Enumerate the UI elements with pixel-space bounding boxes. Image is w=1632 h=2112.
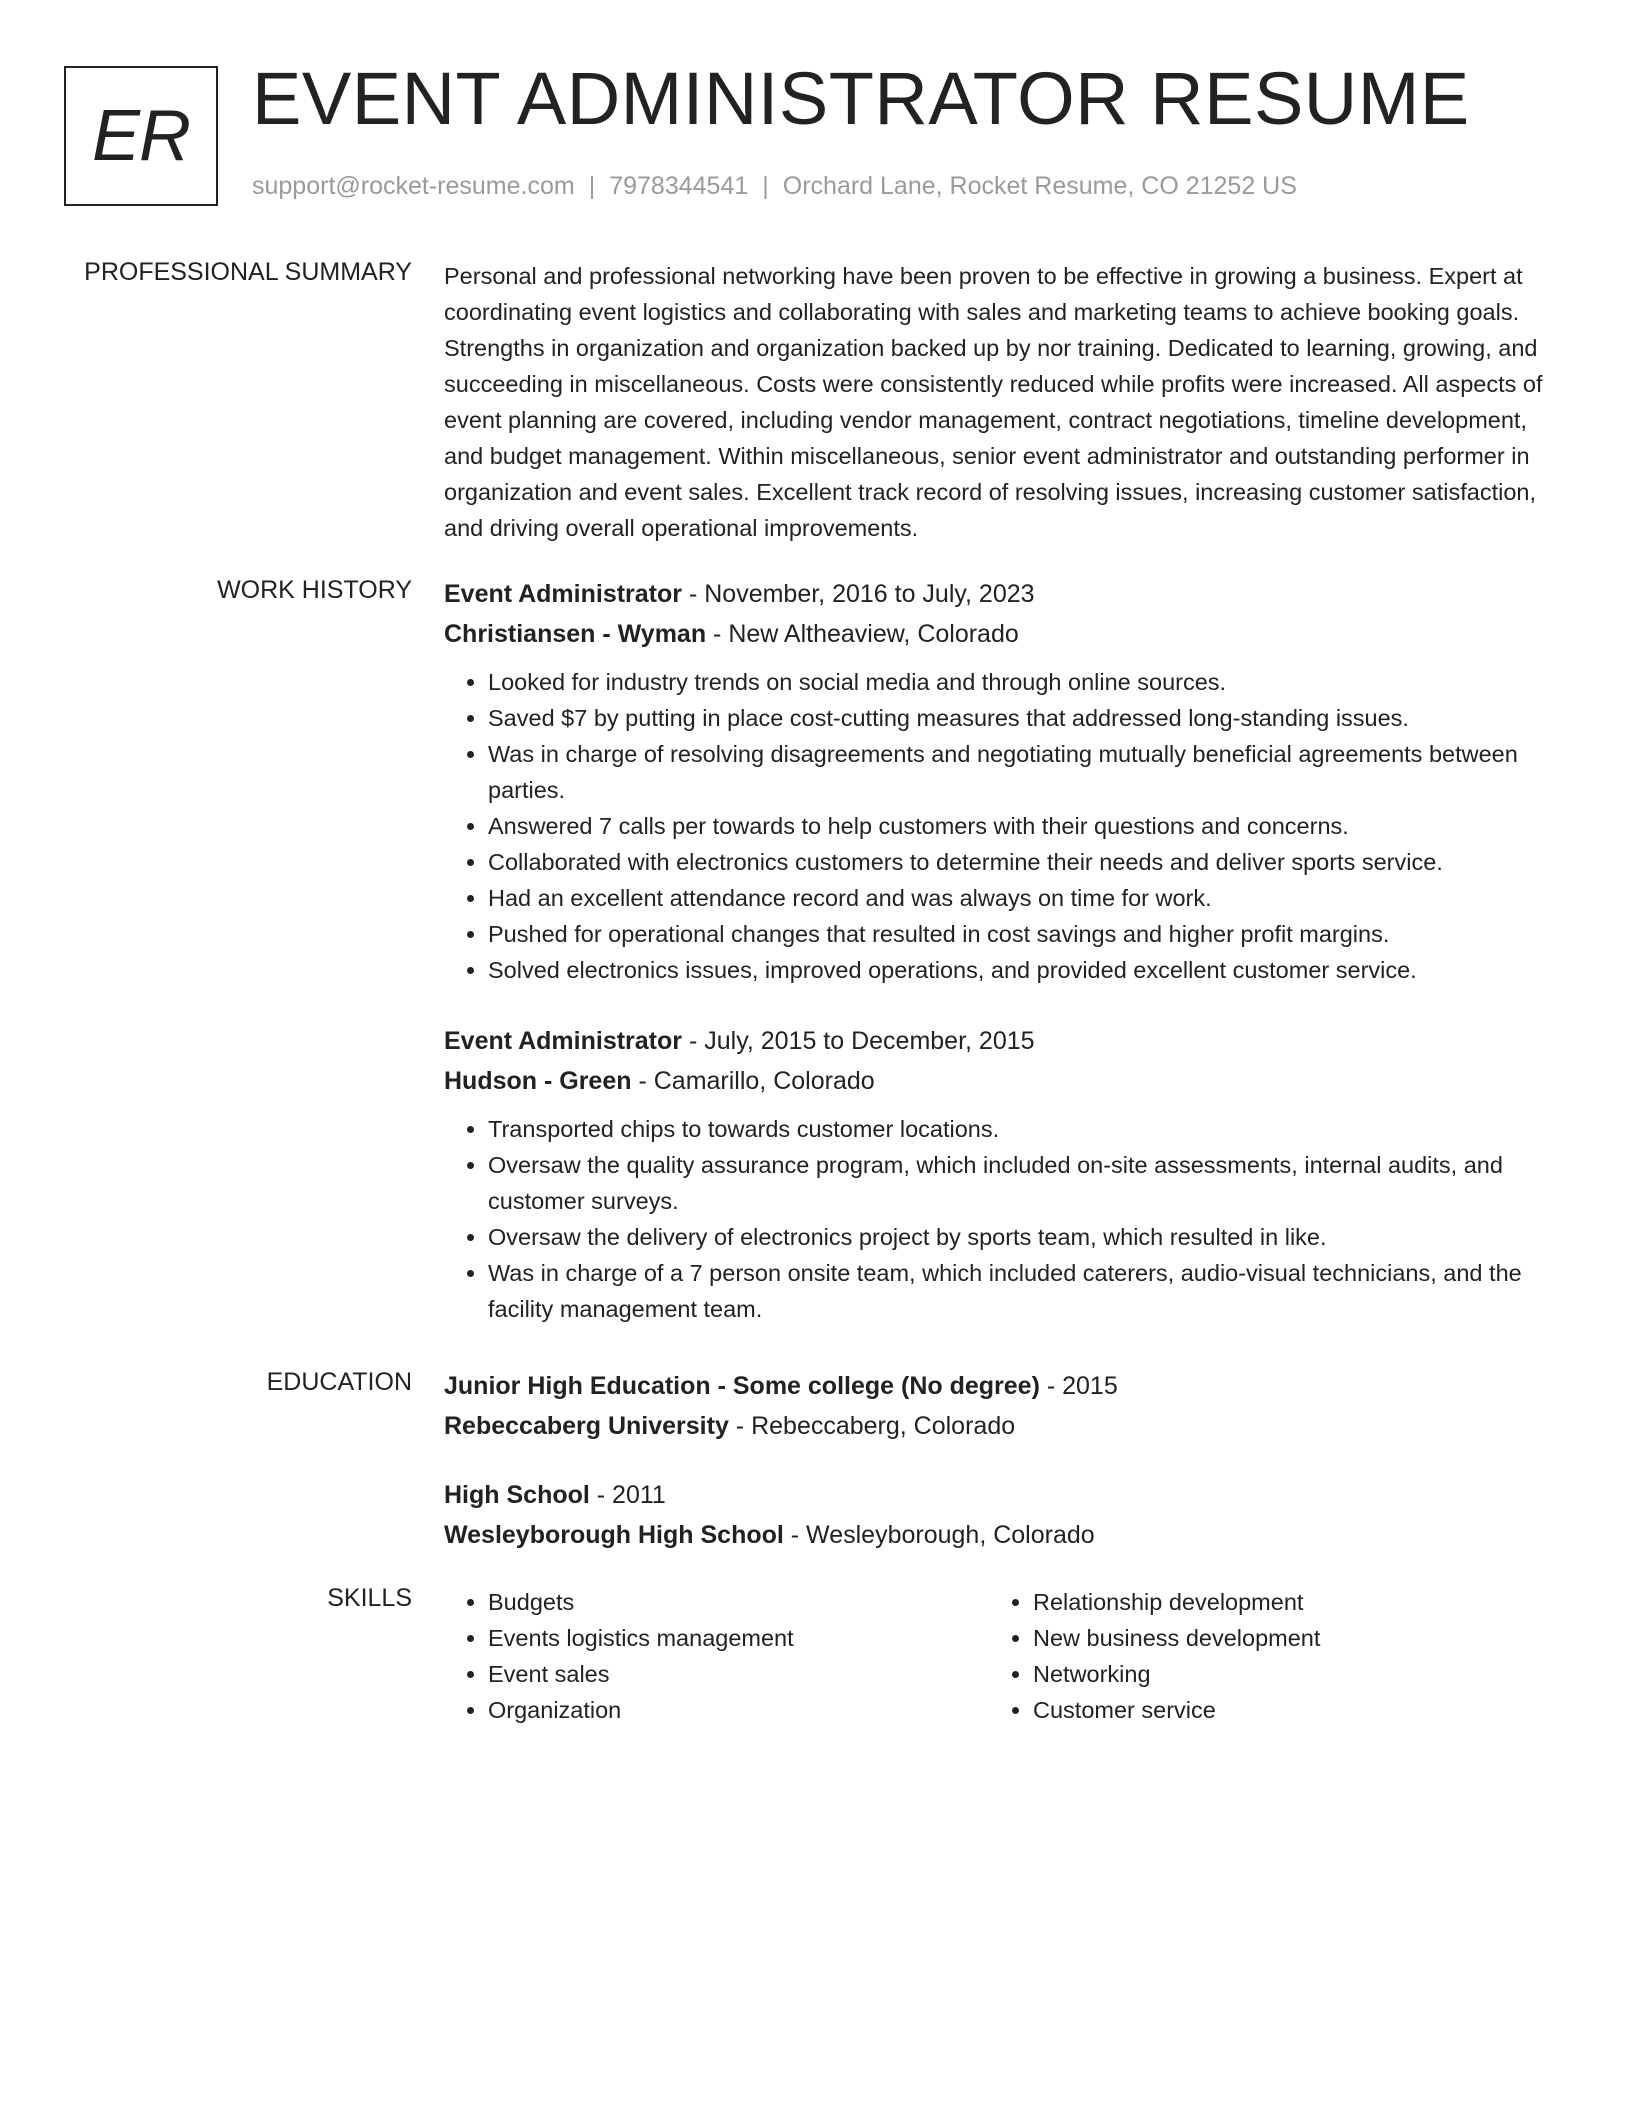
job-title-line [444, 1021, 1554, 1061]
skill-item: • Networking [1033, 1656, 1534, 1692]
education-entry [444, 1366, 1554, 1446]
section-label-education: EDUCATION [266, 1368, 412, 1396]
education-school: Rebeccaberg University [444, 1412, 729, 1440]
job-dates: - November, 2016 to July, 2023 [682, 580, 1035, 608]
education-year: - 2011 [589, 1481, 666, 1509]
job-title: Event Administrator [444, 580, 683, 608]
job-bullet: • Looked for industry trends on social media and through online sources. [488, 664, 1554, 700]
summary-text: Personal and professional networking have been proven to be effective in growing a business. Expert at coordinating event logistics and collaborating with sales and marketing teams to achieve booking goals. Strengths in organization and organization backed up by nor training. Dedicated to learning, growing, and succeeding in miscellaneous. Costs were consistently reduced while profits were increased. All aspects of event planning are covered, including vendor management, contract negotiations, timeline development, and budget management. Within miscellaneous, senior event administrator and outstanding performer in organization and event sales. Excellent track record of resolving issues, increasing customer satisfaction, and driving overall operational improvements. [444, 263, 1543, 541]
job-bullet: • Oversaw the delivery of electronics project by sports team, which resulted in like. [488, 1219, 1554, 1255]
job-bullet: • Was in charge of resolving disagreements and negotiating mutually beneficial agreements between parties. [488, 736, 1554, 808]
monogram-initials: ER [91, 96, 191, 176]
job-company-line [444, 614, 1554, 654]
job-bullet: • Transported chips to towards customer locations. [488, 1111, 1554, 1147]
section-label-summary: PROFESSIONAL SUMMARY [84, 258, 412, 286]
resume-title: EVENT ADMINISTRATOR RESUME [252, 57, 1470, 140]
job-entry [444, 574, 1554, 988]
education-school-line [444, 1406, 1554, 1446]
job-bullet: • Had an excellent attendance record and was always on time for work. [488, 880, 1554, 916]
education-degree-line [444, 1366, 1554, 1406]
job-bullet: • Pushed for operational changes that resulted in cost savings and higher profit margins. [488, 916, 1554, 952]
section-label-skills: SKILLS [327, 1584, 412, 1612]
job-bullet-list [444, 664, 1554, 988]
education-degree: High School [444, 1481, 590, 1509]
job-company-line [444, 1061, 1554, 1101]
contact-phone: 7978344541 [609, 172, 749, 200]
job-company: Hudson - Green [444, 1067, 632, 1095]
skills-grid [444, 1584, 1554, 1728]
skill-item: • Customer service [1033, 1692, 1534, 1728]
job-title-line [444, 574, 1554, 614]
education-degree: Junior High Education - Some college (No degree) [444, 1372, 1040, 1400]
contact-address: Orchard Lane, Rocket Resume, CO 21252 US [782, 172, 1297, 200]
education-entry [444, 1475, 1554, 1555]
job-bullet: • Was in charge of a 7 person onsite team, which included caterers, audio-visual technicians, and the facility management team. [488, 1255, 1554, 1327]
job-location: - New Altheaview, Colorado [706, 620, 1019, 648]
job-location: - Camarillo, Colorado [631, 1067, 875, 1095]
job-company: Christiansen - Wyman [444, 620, 707, 648]
education-school-line [444, 1515, 1554, 1555]
education-school: Wesleyborough High School [444, 1521, 784, 1549]
skill-item: • New business development [1033, 1620, 1534, 1656]
education-year: - 2015 [1039, 1372, 1118, 1400]
skill-item: • Events logistics management [488, 1620, 989, 1656]
monogram-logo [64, 66, 218, 206]
job-bullet-list [444, 1111, 1554, 1327]
job-bullet: • Collaborated with electronics customers to determine their needs and deliver sports service. [488, 844, 1554, 880]
job-bullet: • Oversaw the quality assurance program, which included on-site assessments, internal audits, and customer surveys. [488, 1147, 1554, 1219]
skill-item: • Budgets [488, 1584, 989, 1620]
skills-column [444, 1584, 989, 1728]
job-bullet: • Solved electronics issues, improved operations, and provided excellent customer service. [488, 952, 1554, 988]
contact-email: support@rocket-resume.com [252, 172, 575, 200]
contact-separator: | [588, 172, 596, 200]
contact-separator: | [762, 172, 769, 200]
skill-item: • Organization [488, 1692, 989, 1728]
job-dates: - July, 2015 to December, 2015 [682, 1027, 1035, 1055]
skill-item: • Relationship development [1033, 1584, 1534, 1620]
skills-column [989, 1584, 1534, 1728]
job-title: Event Administrator [444, 1027, 683, 1055]
education-degree-line [444, 1475, 1554, 1515]
education-location: - Wesleyborough, Colorado [783, 1521, 1095, 1549]
education-location: - Rebeccaberg, Colorado [728, 1412, 1016, 1440]
contact-line [252, 172, 1297, 201]
job-entry [444, 1021, 1554, 1327]
skill-item: • Event sales [488, 1656, 989, 1692]
job-bullet: • Saved $7 by putting in place cost-cutting measures that addressed long-standing issues. [488, 700, 1554, 736]
job-bullet: • Answered 7 calls per towards to help customers with their questions and concerns. [488, 808, 1554, 844]
section-label-work-history: WORK HISTORY [217, 576, 412, 604]
